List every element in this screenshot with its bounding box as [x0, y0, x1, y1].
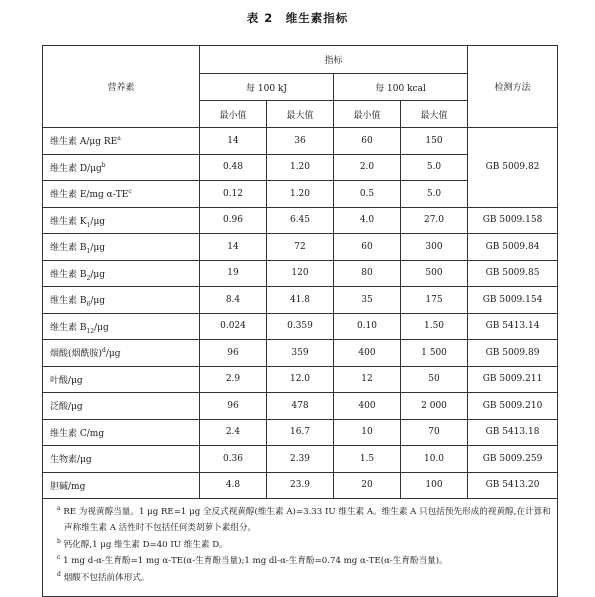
value-kcal-min: 0.5 — [334, 181, 401, 208]
value-kj-max: 2.39 — [267, 446, 334, 473]
nutrient-name: 烟酸(烟酰胺)$^d$/μg — [43, 340, 200, 367]
value-kcal-min: 12 — [334, 366, 401, 393]
value-kcal-max: 300 — [401, 234, 468, 261]
footnote-text: RE 为视黄醇当量。1 μg RE=1 μg 全反式视黄醇(维生素 A)=3.33 IU 维生素 A。维生素 A 只包括预先形成的视黄醇,在计算和声称维生素 A 活性时不包括任何类胡萝卜素组分。 — [63, 507, 551, 534]
table-row — [43, 260, 558, 287]
header-kj-min: 最小值 — [200, 101, 267, 128]
table-row — [43, 128, 558, 155]
value-kj-max: 6.45 — [267, 207, 334, 234]
value-kj-min: 0.024 — [200, 313, 267, 340]
nutrient-name: 泛酸/μg — [43, 393, 200, 420]
footnotes — [43, 499, 558, 597]
value-kcal-max: 175 — [401, 287, 468, 314]
method: GB 5009.210 — [468, 393, 558, 420]
footnote-mark: d — [57, 570, 61, 578]
method: GB 5009.89 — [468, 340, 558, 367]
value-kcal-max: 10.0 — [401, 446, 468, 473]
table-row — [43, 234, 558, 261]
footnote-mark: c — [57, 554, 61, 562]
table-row — [43, 207, 558, 234]
value-kcal-min: 60 — [334, 128, 401, 155]
nutrient-name: 维生素 $B_2/\mu g$ — [43, 260, 200, 287]
value-kcal-min: 20 — [334, 472, 401, 499]
value-kcal-min: 0.10 — [334, 313, 401, 340]
value-kcal-min: 1.5 — [334, 446, 401, 473]
nutrient-name: 生物素/μg — [43, 446, 200, 473]
method: GB 5009.259 — [468, 446, 558, 473]
table-row — [43, 313, 558, 340]
table-row — [43, 472, 558, 499]
header-per-kcal: 每 100 kcal — [334, 74, 468, 101]
value-kcal-min: 4.0 — [334, 207, 401, 234]
value-kj-max: 12.0 — [267, 366, 334, 393]
value-kj-max: 23.9 — [267, 472, 334, 499]
footnote-text: 1 mg d-α-生育酚=1 mg α-TE(α-生育酚当量);1 mg dl-α-生育酚=0.74 mg α-TE(α-生育酚当量)。 — [63, 556, 448, 567]
value-kj-min: 2.4 — [200, 419, 267, 446]
value-kj-max: 120 — [267, 260, 334, 287]
table-row — [43, 340, 558, 367]
value-kj-min: 0.48 — [200, 154, 267, 181]
value-kcal-min: 10 — [334, 419, 401, 446]
footnote-text: 钙化醇,1 μg 维生素 D=40 IU 维生素 D。 — [63, 539, 228, 550]
value-kcal-min: 400 — [334, 340, 401, 367]
value-kj-min: 96 — [200, 340, 267, 367]
value-kj-min: 0.36 — [200, 446, 267, 473]
footnote — [57, 553, 551, 569]
value-kj-max: 1.20 — [267, 154, 334, 181]
nutrient-name: 维生素 $D/\mu g^b$ — [43, 154, 200, 181]
value-kcal-max: 1.50 — [401, 313, 468, 340]
value-kj-max: 0.359 — [267, 313, 334, 340]
header-kj-max: 最大值 — [267, 101, 334, 128]
value-kj-max: 16.7 — [267, 419, 334, 446]
table-row — [43, 287, 558, 314]
value-kcal-max: 150 — [401, 128, 468, 155]
header-indicator: 指标 — [200, 46, 468, 74]
value-kcal-min: 80 — [334, 260, 401, 287]
value-kj-max: 41.8 — [267, 287, 334, 314]
value-kcal-max: 2 000 — [401, 393, 468, 420]
value-kcal-min: 2.0 — [334, 154, 401, 181]
value-kj-min: 2.9 — [200, 366, 267, 393]
method: GB 5009.85 — [468, 260, 558, 287]
value-kcal-max: 100 — [401, 472, 468, 499]
table-row — [43, 393, 558, 420]
footnote — [57, 570, 551, 586]
value-kcal-min: 60 — [334, 234, 401, 261]
value-kj-min: 96 — [200, 393, 267, 420]
nutrient-name: 维生素 C/mg — [43, 419, 200, 446]
value-kcal-max: 50 — [401, 366, 468, 393]
method: GB 5009.154 — [468, 287, 558, 314]
value-kj-min: 14 — [200, 234, 267, 261]
value-kj-min: 14 — [200, 128, 267, 155]
nutrient-name: 维生素 $B_1/\mu g$ — [43, 234, 200, 261]
header-per-kj: 每 100 kJ — [200, 74, 334, 101]
value-kj-min: 19 — [200, 260, 267, 287]
nutrient-name: 维生素 A/μg $RE^a$ — [43, 128, 200, 155]
value-kcal-max: 500 — [401, 260, 468, 287]
value-kcal-max: 5.0 — [401, 181, 468, 208]
footnotes-row — [43, 499, 558, 597]
nutrient-name: 维生素 $B_{12}/\mu g$ — [43, 313, 200, 340]
value-kj-min: 8.4 — [200, 287, 267, 314]
value-kj-max: 36 — [267, 128, 334, 155]
nutrient-name: 维生素 $B_6/\mu g$ — [43, 287, 200, 314]
value-kj-max: 1.20 — [267, 181, 334, 208]
nutrient-name: 胆碱/mg — [43, 472, 200, 499]
method: GB 5413.18 — [468, 419, 558, 446]
table-row — [43, 366, 558, 393]
footnote-text: 烟酸不包括前体形式。 — [63, 572, 150, 583]
value-kcal-max: 5.0 — [401, 154, 468, 181]
nutrient-name: 维生素 $K_1/\mu g$ — [43, 207, 200, 234]
method: GB 5413.20 — [468, 472, 558, 499]
value-kcal-max: 27.0 — [401, 207, 468, 234]
method: GB 5009.84 — [468, 234, 558, 261]
nutrient-name: 叶酸/μg — [43, 366, 200, 393]
value-kcal-min: 35 — [334, 287, 401, 314]
footnote-mark: a — [57, 505, 61, 513]
footnote — [57, 504, 551, 537]
header-kcal-min: 最小值 — [334, 101, 401, 128]
vitamin-spec-table — [42, 45, 558, 597]
method: GB 5413.14 — [468, 313, 558, 340]
value-kj-max: 478 — [267, 393, 334, 420]
footnote — [57, 537, 551, 553]
table-title: 表 2 维生素指标 — [246, 11, 349, 25]
table-row — [43, 419, 558, 446]
table-row — [43, 446, 558, 473]
nutrient-name: 维生素 E/mg $\alpha-TE^c$ — [43, 181, 200, 208]
value-kj-min: 4.8 — [200, 472, 267, 499]
value-kj-max: 72 — [267, 234, 334, 261]
value-kj-min: 0.96 — [200, 207, 267, 234]
method-group: GB 5009.82 — [468, 128, 558, 208]
method: GB 5009.158 — [468, 207, 558, 234]
header-nutrient: 营养素 — [43, 46, 200, 128]
value-kj-max: 359 — [267, 340, 334, 367]
method: GB 5009.211 — [468, 366, 558, 393]
header-method: 检测方法 — [468, 46, 558, 128]
value-kcal-max: 70 — [401, 419, 468, 446]
footnote-mark: b — [57, 537, 61, 545]
header-kcal-max: 最大值 — [401, 101, 468, 128]
value-kcal-min: 400 — [334, 393, 401, 420]
value-kj-min: 0.12 — [200, 181, 267, 208]
value-kcal-max: 1 500 — [401, 340, 468, 367]
